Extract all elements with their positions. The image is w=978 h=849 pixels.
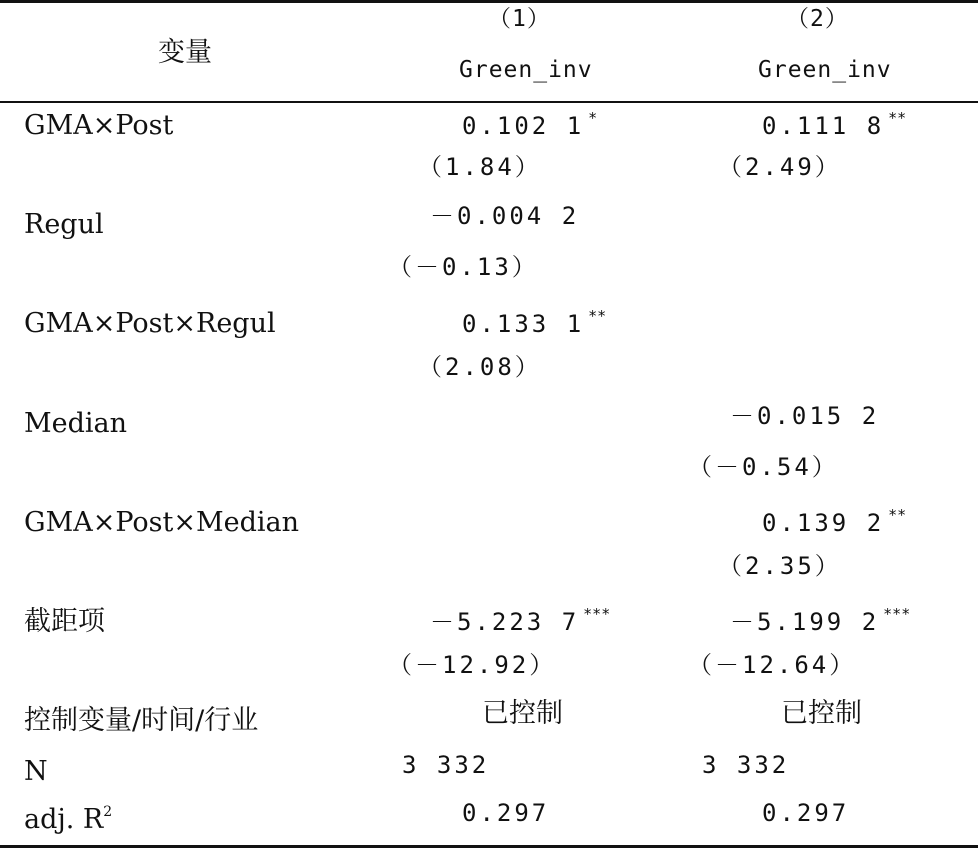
row-label-gma-post-median: GMA×Post×Median	[24, 507, 300, 538]
row-label-gma-post: GMA×Post	[24, 110, 174, 141]
row-label-gma-post-regul: GMA×Post×Regul	[24, 308, 276, 339]
row-label-controls: 控制变量/时间/行业	[24, 705, 259, 736]
tstat-median-col2: （－0.54）	[688, 453, 839, 481]
header-col2-name: Green_inv	[758, 57, 892, 83]
row-label-n: N	[24, 756, 48, 787]
tstat-gma-post-regul-col1: （2.08）	[418, 353, 542, 381]
table-header-rule	[0, 101, 978, 103]
coef-regul-col1: －0.004 2	[430, 202, 580, 230]
sig-star: *	[588, 109, 598, 127]
sig-star: **	[888, 506, 907, 524]
tstat-intercept-col1: （－12.92）	[388, 651, 557, 679]
controls-col2: 已控制	[781, 698, 862, 729]
header-variable: 变量	[158, 37, 212, 68]
coef-median-col2: －0.015 2	[730, 402, 880, 430]
coef-gma-post-col1: 0.102 1 *	[462, 109, 598, 140]
coef-intercept-col1: －5.223 7 ***	[430, 605, 611, 636]
tstat-gma-post-col1: （1.84）	[418, 153, 542, 181]
controls-col1: 已控制	[482, 698, 563, 729]
row-label-adj-r2: adj. $R^2$	[24, 804, 113, 835]
adj-r2-col2: 0.297	[762, 799, 850, 827]
row-label-regul: Regul	[24, 209, 104, 240]
tstat-gma-post-median-col2: （2.35）	[718, 552, 842, 580]
row-label-median: Median	[24, 408, 128, 439]
sig-star: ***	[583, 605, 611, 623]
n-col1: 3 332	[402, 751, 490, 779]
header-col1-number: （1）	[488, 6, 551, 32]
adj-r2-col1: 0.297	[462, 799, 550, 827]
coef-intercept-col2: －5.199 2 ***	[730, 605, 911, 636]
coef-gma-post-col2: 0.111 8 **	[762, 109, 907, 140]
row-label-intercept: 截距项	[24, 606, 105, 637]
sig-star: **	[588, 307, 607, 325]
n-col2: 3 332	[702, 751, 790, 779]
tstat-intercept-col2: （－12.64）	[688, 651, 857, 679]
coef-gma-post-median-col2: 0.139 2 **	[762, 506, 907, 537]
header-col2-number: （2）	[786, 6, 849, 32]
table-bottom-rule	[0, 845, 978, 848]
header-col1-name: Green_inv	[459, 57, 593, 83]
tstat-gma-post-col2: （2.49）	[718, 153, 842, 181]
sig-star: ***	[883, 605, 911, 623]
coef-gma-post-regul-col1: 0.133 1 **	[462, 307, 607, 338]
sig-star: **	[888, 109, 907, 127]
tstat-regul-col1: （－0.13）	[388, 253, 539, 281]
